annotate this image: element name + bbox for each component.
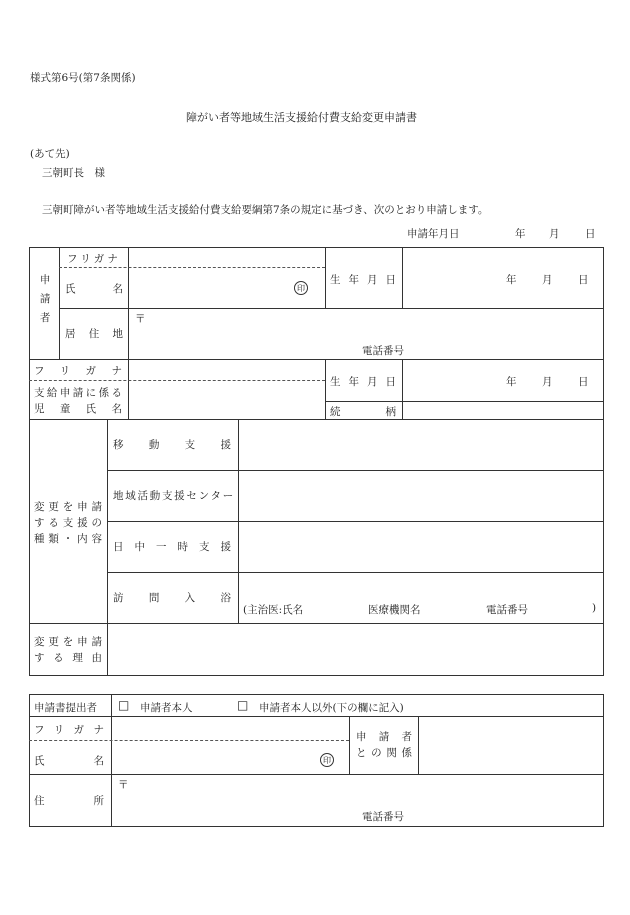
reason-label-line1: 変更を申請 bbox=[34, 636, 102, 648]
date-day: 日 bbox=[585, 228, 596, 240]
reason-label-line2: する理由 bbox=[34, 652, 102, 664]
bath-note-phone: 電話番号 bbox=[486, 604, 528, 616]
submitter-seal-mark: 印 bbox=[320, 753, 334, 767]
applicant-address-label: 居住地 bbox=[65, 328, 123, 340]
date-year: 年 bbox=[515, 228, 526, 240]
option-self-label: 申請者本人 bbox=[140, 702, 193, 714]
support-type-community-center: 地域活動支援センター bbox=[113, 490, 233, 502]
applicant-seal-mark: 印 bbox=[294, 281, 308, 295]
submitter-phone-label: 電話番号 bbox=[362, 811, 404, 823]
date-month: 月 bbox=[549, 228, 560, 240]
support-community-center-input[interactable] bbox=[239, 471, 603, 521]
child-furigana-input[interactable] bbox=[129, 360, 325, 380]
child-relation-label: 続柄 bbox=[330, 406, 396, 418]
support-label-line3: 種類・内容 bbox=[34, 533, 102, 545]
reason-input[interactable] bbox=[108, 624, 603, 675]
relation-label-line2: との関係 bbox=[356, 747, 412, 759]
child-name-label-line1: 支給申請に係る bbox=[34, 387, 122, 399]
support-type-mobility: 移動支援 bbox=[113, 439, 231, 451]
applicant-address-input[interactable] bbox=[150, 309, 600, 339]
applicant-furigana-input[interactable] bbox=[129, 248, 325, 267]
bath-note-doctor: (主治医:氏名 bbox=[243, 604, 304, 616]
addressee: 三朝町長 様 bbox=[42, 167, 105, 179]
applicant-name-input[interactable] bbox=[129, 268, 289, 307]
child-relation-input[interactable] bbox=[403, 402, 603, 418]
support-mobility-input[interactable] bbox=[239, 420, 603, 470]
applicant-section-label: 申請者 bbox=[38, 273, 51, 331]
child-name-input[interactable] bbox=[129, 381, 325, 418]
applicant-birthdate-input[interactable] bbox=[403, 248, 503, 307]
submitter-postal-mark: 〒 bbox=[118, 779, 129, 791]
applicant-furigana-label: フリガナ bbox=[67, 253, 122, 265]
applicant-name-label: 氏名 bbox=[65, 283, 123, 295]
child-birthdate-label: 生年月日 bbox=[330, 376, 396, 388]
form-number: 様式第6号(第7条関係) bbox=[30, 72, 136, 84]
child-furigana-label: フリガナ bbox=[34, 365, 122, 377]
submitter-furigana-input[interactable] bbox=[112, 717, 348, 739]
child-birth-year: 年 bbox=[506, 376, 517, 388]
page-title: 障がい者等地域生活支援給付費支給変更申請書 bbox=[186, 111, 417, 124]
applicant-birth-year: 年 bbox=[506, 274, 517, 286]
applicant-birthdate-label: 生年月日 bbox=[330, 274, 396, 286]
applicant-birth-month: 月 bbox=[542, 274, 553, 286]
statement: 三朝町障がい者等地域生活支援給付費支給要綱第7条の規定に基づき、次のとおり申請します。 bbox=[42, 204, 489, 216]
checkbox-other[interactable]: □ bbox=[237, 698, 249, 712]
submitter-furigana-label: フリガナ bbox=[34, 724, 104, 736]
bath-note-close: ) bbox=[592, 602, 597, 614]
child-name-label-line2: 児童氏名 bbox=[34, 403, 122, 415]
addressee-label: (あて先) bbox=[30, 148, 70, 160]
checkbox-self[interactable]: □ bbox=[118, 698, 130, 712]
child-birth-day: 日 bbox=[578, 376, 589, 388]
applicant-postal-mark: 〒 bbox=[135, 313, 146, 325]
support-label-line2: する支援の bbox=[34, 517, 102, 529]
support-type-home-bathing: 訪問入浴 bbox=[113, 592, 231, 604]
bath-note-institution: 医療機関名 bbox=[368, 604, 421, 616]
submitter-relation-input[interactable] bbox=[419, 717, 603, 773]
applicant-phone-label: 電話番号 bbox=[362, 345, 404, 357]
submitter-label: 申請書提出者 bbox=[34, 702, 97, 714]
submitter-name-label: 氏名 bbox=[34, 755, 104, 767]
support-day-respite-input[interactable] bbox=[239, 522, 603, 572]
option-other-label: 申請者本人以外(下の欄に記入) bbox=[259, 702, 404, 714]
support-type-day-respite: 日中一時支援 bbox=[113, 541, 231, 553]
application-date-label: 申請年月日 bbox=[407, 228, 460, 240]
submitter-address-label: 住所 bbox=[34, 795, 104, 807]
applicant-birth-day: 日 bbox=[578, 274, 589, 286]
child-birth-month: 月 bbox=[542, 376, 553, 388]
submitter-name-input[interactable] bbox=[112, 741, 312, 773]
relation-label-line1: 申請者 bbox=[356, 731, 412, 743]
submitter-address-input[interactable] bbox=[135, 775, 600, 805]
support-label-line1: 変更を申請 bbox=[34, 501, 102, 513]
